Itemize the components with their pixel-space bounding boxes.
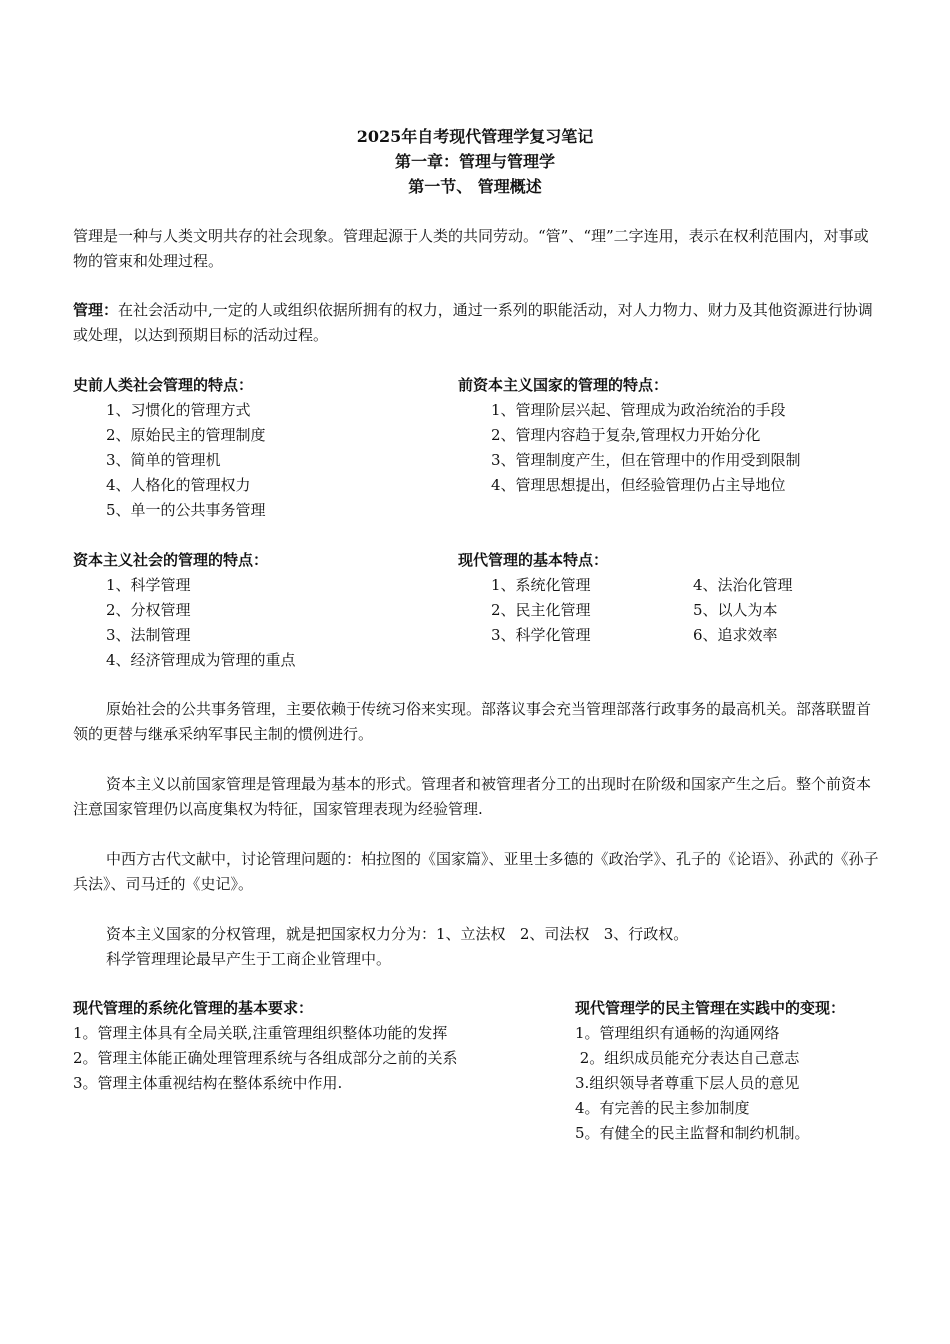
list-item: 1。管理主体具有全局关联,注重管理组织整体功能的发挥 <box>73 1024 448 1042</box>
list-item: 3、科学化管理 <box>491 626 591 644</box>
list-item: 5、单一的公共事务管理 <box>106 501 266 519</box>
list-item: 3、简单的管理机 <box>106 451 221 469</box>
paragraph-precapitalist: 资本主义以前国家管理是管理最为基本的形式。管理者和被管理者分工的出现时在阶级和国家产生之后。整个前资本注意国家管理仍以高度集权为特征，国家管理表现为经验管理. <box>73 775 872 818</box>
chapter-title: 第一章：管理与管理学 <box>394 152 555 171</box>
precapitalist-list <box>458 373 801 498</box>
systematic-heading: 现代管理的系统化管理的基本要求： <box>73 999 314 1017</box>
paragraph-primitive-society: 原始社会的公共事务管理，主要依赖于传统习俗来实现。部落议事会充当管理部落行政事务的最高机关。部落联盟首领的更替与继承采纳军事民主制的惯例进行。 <box>73 700 872 743</box>
capitalist-list <box>73 548 296 673</box>
list-item: 3。管理主体重视结构在整体系统中作用. <box>73 1074 343 1092</box>
list-row <box>458 573 878 598</box>
list-item: 4、人格化的管理权力 <box>106 476 251 494</box>
list-item: 4、法治化管理 <box>693 576 793 594</box>
list-row <box>458 598 878 623</box>
modern-heading: 现代管理的基本特点： <box>458 551 609 569</box>
list-item: 1、管理阶层兴起、管理成为政治统治的手段 <box>491 401 786 419</box>
list-item: 4、经济管理成为管理的重点 <box>106 651 296 669</box>
title-block <box>0 124 950 199</box>
list-item: 1、系统化管理 <box>491 576 591 594</box>
paragraph-scientific-management: 科学管理理论最早产生于工商企业管理中。 <box>106 950 392 968</box>
paragraph-separation-of-powers: 资本主义国家的分权管理，就是把国家权力分为：1、立法权 2、司法权 3、行政权。 <box>106 925 689 943</box>
democratic-practice-list <box>575 996 845 1146</box>
list-row <box>458 623 878 648</box>
prehistoric-list <box>73 373 266 523</box>
definition-paragraph <box>73 298 883 348</box>
document-title: 2025年自考现代管理学复习笔记 <box>356 127 594 146</box>
modern-features-list <box>458 548 878 648</box>
list-item: 1、科学管理 <box>106 576 191 594</box>
list-item: 2、原始民主的管理制度 <box>106 426 266 444</box>
list-item: 2。组织成员能充分表达自己意志 <box>575 1049 800 1067</box>
list-item: 1、习惯化的管理方式 <box>106 401 251 419</box>
list-item: 2、民主化管理 <box>491 601 591 619</box>
list-item: 6、追求效率 <box>693 626 778 644</box>
list-item: 2、分权管理 <box>106 601 191 619</box>
definition-term: 管理： <box>73 301 119 319</box>
systematic-requirements-list <box>73 996 458 1096</box>
list-item: 4、管理思想提出，但经验管理仍占主导地位 <box>491 476 786 494</box>
democratic-heading: 现代管理学的民主管理在实践中的变现： <box>575 999 846 1017</box>
intro-paragraph: 管理是一种与人类文明共存的社会现象。管理起源于人类的共同劳动。“管”、“理”二字连用，表示在权利范围内，对事或物的管束和处理过程。 <box>73 227 869 270</box>
capitalist-heading: 资本主义社会的管理的特点： <box>73 551 269 569</box>
section-title: 第一节、 管理概述 <box>408 177 542 196</box>
list-item: 3、法制管理 <box>106 626 191 644</box>
list-item: 2、管理内容趋于复杂,管理权力开始分化 <box>491 426 761 444</box>
prehistoric-heading: 史前人类社会管理的特点： <box>73 376 254 394</box>
list-item: 5、以人为本 <box>693 601 778 619</box>
list-item: 1。管理组织有通畅的沟通网络 <box>575 1024 780 1042</box>
paragraph-ancient-literature: 中西方古代文献中，讨论管理问题的：柏拉图的《国家篇》、亚里士多德的《政治学》、孔子的《论语》、孙武的《孙子兵法》、司马迁的《史记》。 <box>73 850 879 893</box>
list-item: 5。有健全的民主监督和制约机制。 <box>575 1124 810 1142</box>
list-item: 3、管理制度产生，但在管理中的作用受到限制 <box>491 451 801 469</box>
definition-text: 在社会活动中,一定的人或组织依据所拥有的权力，通过一系列的职能活动，对人力物力、财力及其他资源进行协调或处理，以达到预期目标的活动过程。 <box>73 301 873 344</box>
precapitalist-heading: 前资本主义国家的管理的特点： <box>458 376 669 394</box>
list-item: 4。有完善的民主参加制度 <box>575 1099 750 1117</box>
list-item: 2。管理主体能正确处理管理系统与各组成部分之前的关系 <box>73 1049 458 1067</box>
list-item: 3.组织领导者尊重下层人员的意见 <box>575 1074 800 1092</box>
